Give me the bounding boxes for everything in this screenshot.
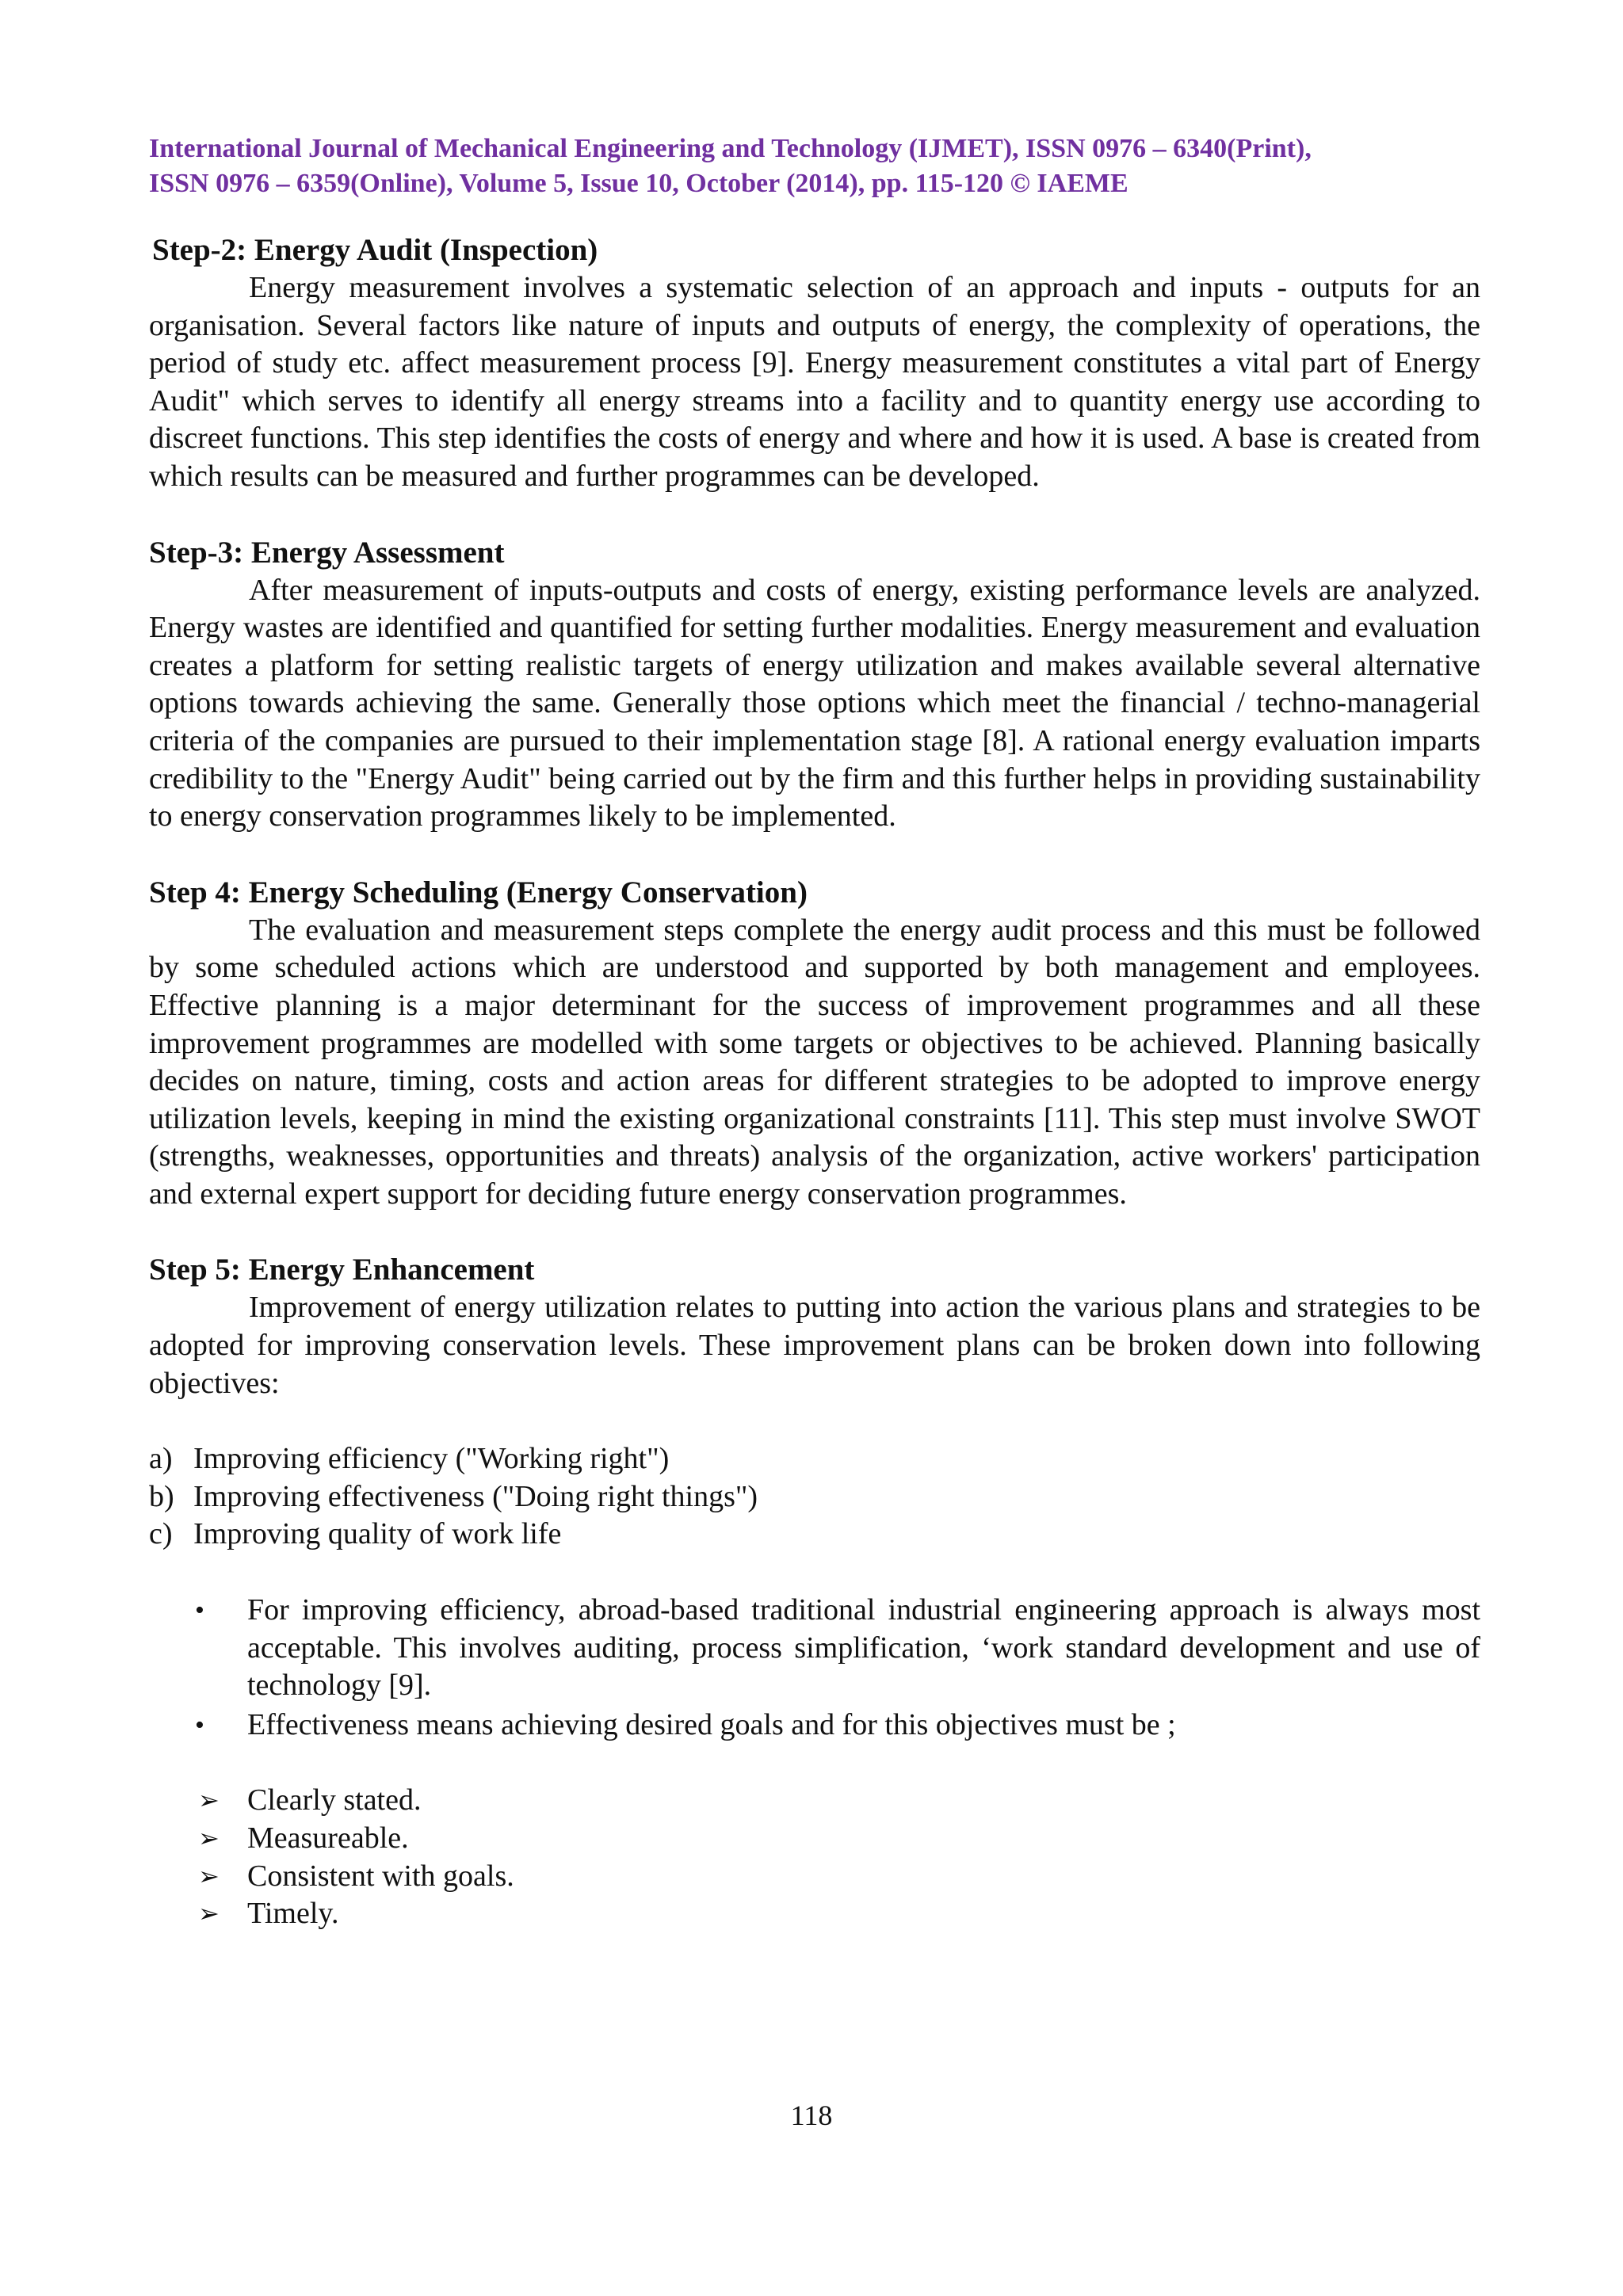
- arrow-bullet-icon: ➢: [198, 1824, 220, 1852]
- criteria-item: [149, 1858, 1480, 1896]
- bullet-text: For improving efficiency, abroad-based traditional industrial engineering approach is always most acceptable. This involves auditing, process simplification, ‘work standard development and use of technology [9].: [247, 1593, 1480, 1703]
- article-body: [149, 231, 1480, 1933]
- paragraph-step-4: The evaluation and measurement steps complete the energy audit process and this must be followed by some scheduled actions which are understood and supported by both management and employees. Effective planning is a major determinant for the success of improvement programmes and all these improvement programmes are modelled with some targets or objectives to be achieved. Planning basically decides on nature, timing, costs and action areas for different strategies to be adopted to improve energy utilization levels, keeping in mind the existing organizational constraints [11]. This step must involve SWOT (strengths, weaknesses, opportunities and threats) analysis of the organization, active workers' participation and external expert support for deciding future energy conservation programmes.: [149, 913, 1480, 1211]
- bullet-item: [149, 1707, 1480, 1745]
- objective-marker: a): [149, 1442, 173, 1476]
- objective-text: Improving effectiveness ("Doing right things"): [193, 1479, 758, 1513]
- criteria-text: Timely.: [247, 1897, 339, 1931]
- objective-item: [149, 1516, 1480, 1554]
- heading-step-2: Step-2: Energy Audit (Inspection): [152, 233, 598, 267]
- objectives-list: [149, 1440, 1480, 1554]
- criteria-item: [149, 1895, 1480, 1933]
- journal-header: [149, 132, 1480, 201]
- arrow-bullet-icon: ➢: [198, 1899, 220, 1928]
- bullet-list: [149, 1592, 1480, 1744]
- bullet-item: [149, 1592, 1480, 1705]
- criteria-list: [149, 1782, 1480, 1932]
- criteria-item: [149, 1782, 1480, 1820]
- paragraph-step-3: After measurement of inputs-outputs and costs of energy, existing performance levels are analyzed. Energy wastes are identified and quantified for setting further modalities. Energy measurement and evaluation creates a platform for setting realistic targets of energy utilization and makes available several alternative options towards achieving the same. Generally those options which meet the financial / techno-managerial criteria of the companies are pursued to their implementation stage [8]. A rational energy evaluation imparts credibility to the "Energy Audit" being carried out by the firm and this further helps in providing sustainability to energy conservation programmes likely to be implemented.: [149, 573, 1480, 833]
- bullet-icon: •: [195, 1710, 204, 1740]
- arrow-bullet-icon: ➢: [198, 1786, 220, 1815]
- objective-item: [149, 1440, 1480, 1478]
- objective-marker: b): [149, 1479, 174, 1513]
- objective-text: Improving efficiency ("Working right"): [193, 1442, 670, 1476]
- criteria-text: Clearly stated.: [247, 1783, 422, 1817]
- heading-step-4: Step 4: Energy Scheduling (Energy Conservation): [149, 875, 808, 910]
- heading-step-3: Step-3: Energy Assessment: [149, 535, 505, 570]
- bullet-text: Effectiveness means achieving desired goals and for this objectives must be ;: [247, 1707, 1176, 1741]
- paragraph-step-5: Improvement of energy utilization relates to putting into action the various plans and strategies to be adopted for improving conservation levels. These improvement plans can be broken down into following objectives:: [149, 1291, 1480, 1400]
- journal-header-line-1: International Journal of Mechanical Engineering and Technology (IJMET), ISSN 0976 – 6340(Print),: [149, 134, 1312, 163]
- objective-text: Improving quality of work life: [193, 1517, 562, 1551]
- bullet-icon: •: [195, 1596, 204, 1626]
- paragraph-step-2: Energy measurement involves a systematic selection of an approach and inputs - outputs for an organisation. Several factors like nature of inputs and outputs of energy, the complexity of operations, the period of study etc. affect measurement process [9]. Energy measurement constitutes a vital part of Energy Audit" which serves to identify all energy streams into a facility and to quantity energy use according to discreet functions. This step identifies the costs of energy and where and how it is used. A base is created from which results can be measured and further programmes can be developed.: [149, 271, 1480, 493]
- journal-header-line-2: ISSN 0976 – 6359(Online), Volume 5, Issue 10, October (2014), pp. 115-120 © IAEME: [149, 169, 1128, 198]
- arrow-bullet-icon: ➢: [198, 1861, 220, 1890]
- objective-item: [149, 1478, 1480, 1516]
- criteria-text: Consistent with goals.: [247, 1859, 514, 1893]
- heading-step-5: Step 5: Energy Enhancement: [149, 1253, 535, 1287]
- criteria-text: Measureable.: [247, 1821, 409, 1855]
- criteria-item: [149, 1820, 1480, 1858]
- page-number: 118: [790, 2100, 833, 2131]
- objective-marker: c): [149, 1517, 173, 1551]
